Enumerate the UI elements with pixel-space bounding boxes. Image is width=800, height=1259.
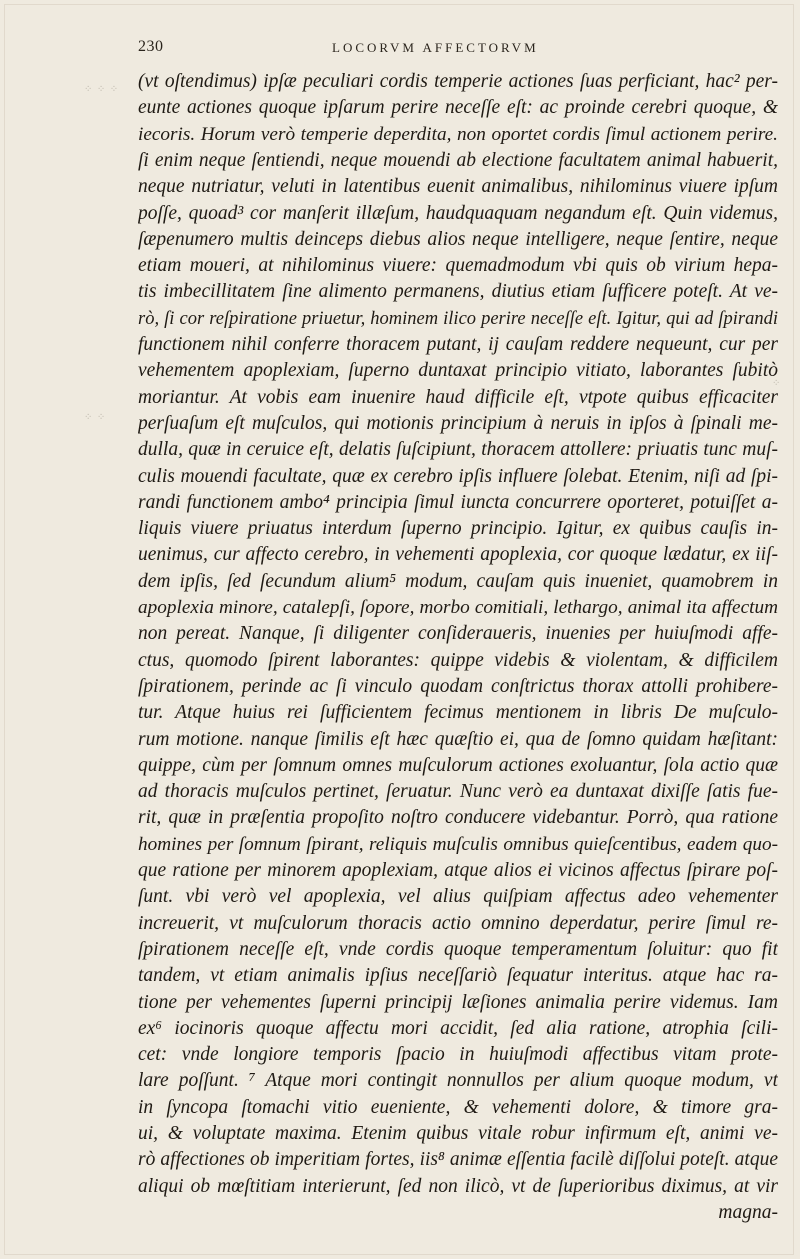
text-line: ui, & voluptate maxima. Etenim quibus vitale robur infirmum eſt, animi ve- <box>138 1123 778 1144</box>
text-line: culis mouendi facultate, quæ ex cerebro ipſis influere ſolebat. Etenim, niſi ad ſpi- <box>138 465 778 487</box>
text-line: moriantur. At vobis eam inuenire haud difficile eſt, vtpote quibus efficaciter <box>138 386 778 408</box>
text-line: ſpirationem, perinde ac ſi vinculo quodam conſtrictus thorax attolli prohibere- <box>138 675 778 697</box>
text-line: iecoris. Horum verò temperie deperdita, non oportet cordis ſimul actionem perire. <box>138 123 778 145</box>
body-text <box>138 68 778 1248</box>
text-line: uenimus, cur affecto cerebro, in vehementi apoplexia, cor quoque lædatur, ex iiſ- <box>138 544 778 566</box>
text-line: eunte actiones quoque ipſarum perire neceſſe eſt: ac proinde cerebri quoque, & <box>138 97 778 119</box>
text-line: (vt oſtendimus) ipſæ peculiari cordis temperie actiones ſuas perficiant, hac² per- <box>138 71 778 92</box>
margin-offset-mark-middle: ⁘ ⁘ <box>84 412 107 423</box>
text-line: etiam moueri, at nihilominus viuere: quemadmodum vbi quis ob virium hepa- <box>138 255 778 277</box>
margin-offset-mark-top: ⁘ ⁘ ⁘ <box>84 84 120 95</box>
text-line: rò, ſi cor reſpiratione priuetur, hominem ilico perire neceſſe eſt. Igitur, qui ad ſpirandi <box>138 308 778 329</box>
page-number: 230 <box>138 38 164 55</box>
text-line: neque nutriatur, veluti in latentibus euenit animalibus, nihilominus viuere ipſum <box>138 176 778 198</box>
text-line: non pereat. Nanque, ſi diligenter conſideraueris, inuenies per huiuſmodi affe- <box>138 623 778 645</box>
text-line: quippe, cùm per ſomnum omnes muſculorum actiones exoluantur, ſola actio quæ <box>138 754 778 776</box>
text-line: ſi enim neque ſentiendi, neque mouendi ab electione facultatem animal habuerit, <box>138 149 778 171</box>
text-line: ſunt. vbi verò vel apoplexia, vel alius quiſpiam affectus adeo vehementer <box>138 886 778 908</box>
text-line: rò affectiones ob imperitiam fortes, iis⁸ animæ eſſentia facilè diſſolui poteſt. atque <box>138 1149 778 1171</box>
text-line: lare poſſunt. ⁷ Atque mori contingit nonnullos per alium quoque modum, vt <box>138 1070 778 1092</box>
text-line: ex⁶ iocinoris quoque affectu mori accidit, ſed alia ratione, atrophia ſcili- <box>138 1017 778 1039</box>
text-line: homines per ſomnum ſpirant, reliquis muſculis omnibus quieſcentibus, eadem quo- <box>138 833 778 855</box>
text-line: que ratione per minorem apoplexiam, atque alios ei vicinos affectus ſpirare poſ- <box>138 860 778 881</box>
text-line: cet: vnde longiore temporis ſpacio in huiuſmodi affectibus vitam prote- <box>138 1044 778 1066</box>
text-line: randi functionem ambo⁴ principia ſimul iuncta concurrere oporteret, potuiſſet a- <box>138 491 778 513</box>
text-line: rit, quæ in præſentia propoſito noſtro conducere videbantur. Porrò, qua ratione <box>138 807 778 829</box>
text-line: dulla, quæ in ceruice eſt, delatis ſuſcipiunt, thoracem attollere: priuatis tunc muſ- <box>138 439 778 461</box>
text-line: magna- <box>718 1201 778 1223</box>
text-line: ctus, quomodo ſpirent laborantes: quippe videbis & violentam, & difficilem <box>138 649 778 671</box>
text-line: ſpirationem neceſſe eſt, vnde cordis quoque temperamentum ſoluitur: quo fit <box>138 938 778 960</box>
text-line: vehementem apoplexiam, ſuperno duntaxat principio vitiato, laborantes ſubitò <box>138 360 778 382</box>
text-line: aliqui ob mœſtitiam interierunt, ſed non ilicò, vt de ſuperioribus diximus, at vir <box>138 1175 778 1197</box>
text-line: in ſyncopa ſtomachi vitio eueniente, & vehementi dolore, & timore gra- <box>138 1096 778 1118</box>
text-line: apoplexia minore, catalepſi, ſopore, morbo comitiali, lethargo, animal ita affectum <box>138 597 778 618</box>
running-head: LOCORVM AFFECTORVM <box>332 40 539 55</box>
text-line: tur. Atque huius rei ſufficientem fecimus mentionem in libris De muſculo- <box>138 702 778 724</box>
text-line: increuerit, vt muſculorum thoracis actio omnino deperdatur, perire ſimul re- <box>138 912 778 934</box>
text-line: ad thoracis muſculos pertinet, ſeruatur. Nunc verò ea duntaxat dixiſſe ſatis fue- <box>138 781 778 803</box>
text-line: poſſe, quoad³ cor manſerit illæſum, haudquaquam negandum eſt. Quin videmus, <box>138 202 778 224</box>
text-line: dem ipſis, ſed ſecundum alium⁵ modum, cauſam quis inueniet, quamobrem in <box>138 570 778 592</box>
text-line: ſæpenumero multis deinceps diebus alios neque intelligere, neque ſentire, neque <box>138 228 778 250</box>
text-line: liquis viuere priuatus interdum ſuperno principio. Igitur, ex quibus cauſis in- <box>138 518 778 540</box>
text-line: rum motione. nanque ſimilis eſt hæc quæſtio ei, qua de ſomno quidam hæſitant: <box>138 728 778 750</box>
text-line: tis imbecillitatem ſine alimento permanens, diutius etiam ſufficere poteſt. At ve- <box>138 281 778 303</box>
page-header <box>138 38 778 62</box>
margin-offset-mark-right: ⁘ <box>772 378 782 389</box>
text-line: tandem, vt etiam animalis ipſius neceſſariò ſequatur interitus. atque hac ra- <box>138 965 778 987</box>
text-line: perſuaſum eſt muſculos, qui motionis principium à neruis in ipſos à ſpinali me- <box>138 412 778 434</box>
text-line: functionem nihil conferre thoracem putant, ij cauſam reddere nequeunt, cur per <box>138 334 778 355</box>
text-line: tione per vehementes ſuperni principij læſiones animalia perire videmus. Iam <box>138 991 778 1013</box>
